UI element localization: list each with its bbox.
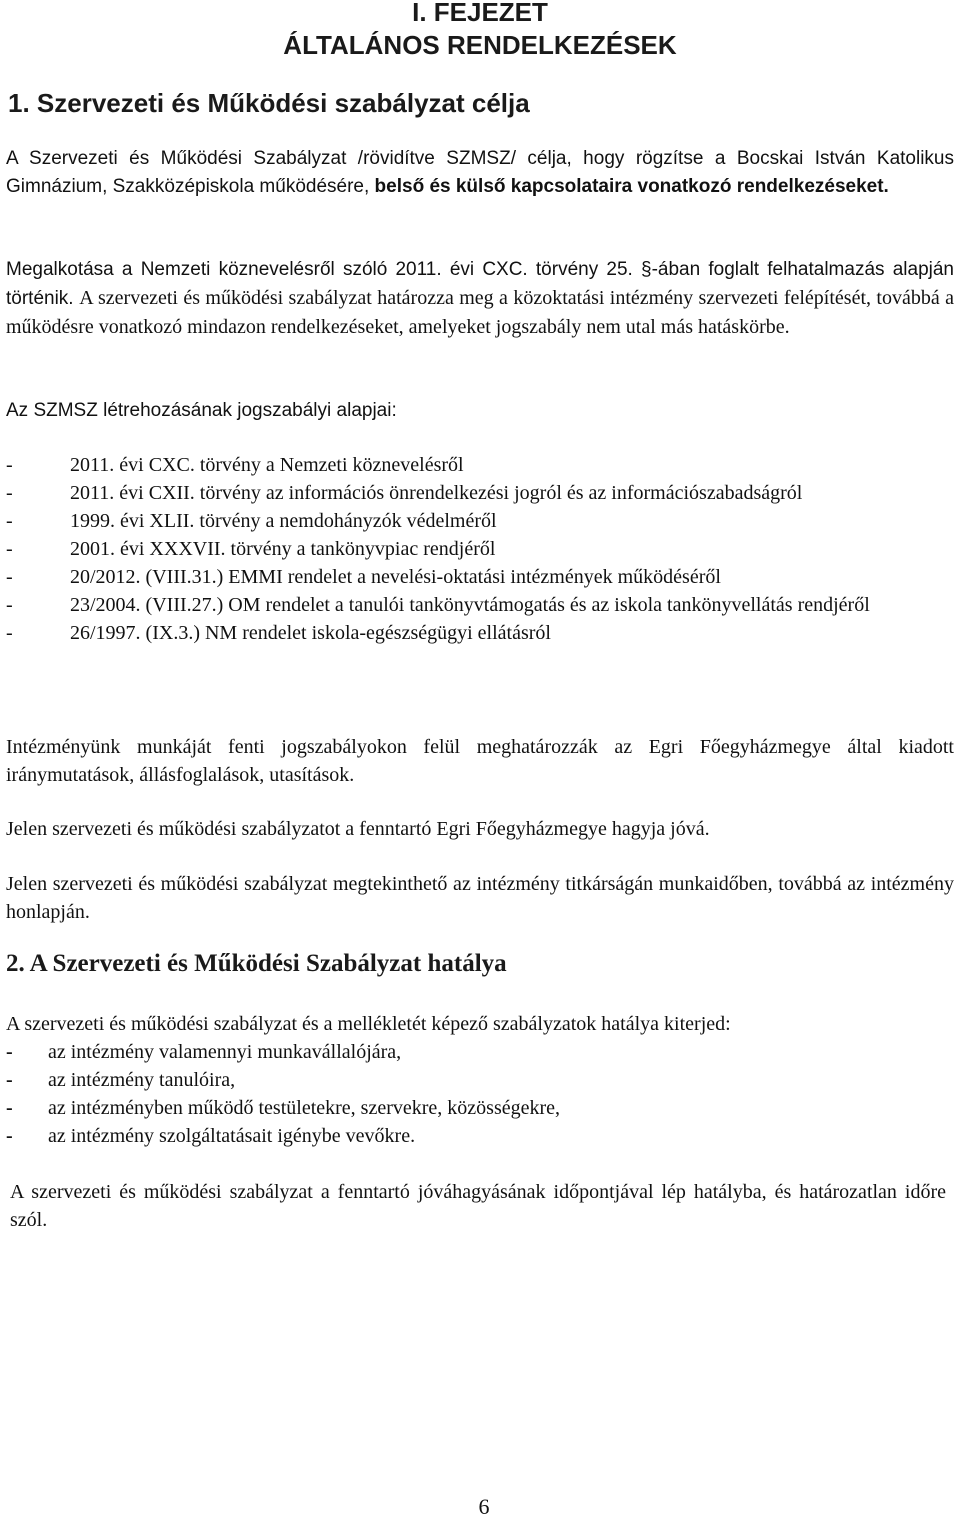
- approval-paragraph: Jelen szervezeti és működési szabályzatot a fenntartó Egri Főegyházmegye hagyja jóvá.: [6, 818, 710, 840]
- list-dash: -: [6, 1097, 13, 1119]
- availability-paragraph: Jelen szervezeti és működési szabályzat megtekinthető az intézmény titkárságán munkaidőben, továbbá az intézmény honlapján.: [6, 873, 954, 923]
- list-dash: -: [6, 454, 13, 476]
- list-dash: -: [6, 1125, 13, 1147]
- list-dash: -: [6, 1041, 13, 1063]
- list-item-text: 23/2004. (VIII.27.) OM rendelet a tanulói tankönyvtámogatás és az iskola tankönyvellátás rendjéről: [70, 594, 870, 616]
- list-item-text: 1999. évi XLII. törvény a nemdohányzók védelméről: [70, 510, 497, 532]
- list-dash: -: [6, 538, 13, 560]
- list-dash: -: [6, 482, 13, 504]
- section-2-heading: 2. A Szervezeti és Működési Szabályzat hatálya: [6, 950, 507, 977]
- chapter-number: I. FEJEZET: [412, 0, 548, 27]
- chapter-heading: [0, 0, 960, 62]
- purpose-text: A Szervezeti és Működési Szabályzat /rövidítve SZMSZ/ célja, hogy rögzítse a Bocskai István Katolikus Gimnázium, Szakközépiskola működésére,: [6, 148, 954, 197]
- purpose-text-bold: belső és külső kapcsolataira vonatkozó rendelkezéseket.: [374, 176, 889, 197]
- list-item-text: 2011. évi CXII. törvény az információs önrendelkezési jogról és az információszabadságról: [70, 482, 803, 504]
- section-1-purpose-paragraph: [6, 145, 954, 201]
- list-item: [6, 1094, 954, 1122]
- section-1-legal-basis-paragraph: [6, 255, 954, 341]
- list-item-text: az intézmény valamennyi munkavállalójára,: [48, 1041, 402, 1063]
- list-dash: -: [6, 510, 13, 532]
- laws-list: [6, 451, 954, 647]
- list-item: [6, 507, 954, 535]
- scope-intro: A szervezeti és működési szabályzat és a mellékletét képező szabályzatok hatálya kiterjed:: [6, 1013, 731, 1035]
- list-item-text: 2011. évi CXC. törvény a Nemzeti köznevelésről: [70, 454, 464, 476]
- list-item: [6, 1122, 954, 1150]
- list-item: [6, 563, 954, 591]
- list-item: [6, 619, 954, 647]
- effective-date-paragraph: A szervezeti és működési szabályzat a fenntartó jóváhagyásának időpontjával lép hatályba, és határozatlan időre szól.: [10, 1181, 946, 1231]
- list-dash: -: [6, 1069, 13, 1091]
- page-number: 6: [478, 1494, 490, 1519]
- scope-list: [6, 1038, 954, 1150]
- laws-intro: Az SZMSZ létrehozásának jogszabályi alapjai:: [6, 400, 397, 421]
- guidance-paragraph: Intézményünk munkáját fenti jogszabályokon felül meghatározzák az Egri Főegyházmegye által kiadott iránymutatások, állásfoglalások, utasítások.: [6, 736, 954, 786]
- chapter-title: ÁLTALÁNOS RENDELKEZÉSEK: [283, 30, 677, 60]
- section-1-heading: 1. Szervezeti és Működési szabályzat célja: [8, 88, 530, 118]
- list-item-text: az intézmény tanulóira,: [48, 1069, 236, 1091]
- list-item: [6, 1038, 954, 1066]
- list-item-text: az intézmény szolgáltatásait igénybe vevőkre.: [48, 1125, 416, 1147]
- list-dash: -: [6, 622, 13, 644]
- list-item: [6, 1066, 954, 1094]
- list-item: [6, 591, 954, 619]
- list-item: [6, 535, 954, 563]
- list-dash: -: [6, 566, 13, 588]
- list-item: [6, 451, 954, 479]
- list-item-text: az intézményben működő testületekre, szervekre, közösségekre,: [48, 1097, 561, 1119]
- scope-definition-text: A szervezeti és működési szabályzat határozza meg a közoktatási intézmény szervezeti felépítését, továbbá a működésre vonatkozó mindazon rendelkezéseket, amelyeket jogszabály nem utal más hatáskörbe.: [6, 287, 954, 338]
- list-item: [6, 479, 954, 507]
- list-item-text: 20/2012. (VIII.31.) EMMI rendelet a nevelési-oktatási intézmények működéséről: [70, 566, 721, 588]
- list-item-text: 2001. évi XXXVII. törvény a tankönyvpiac rendjéről: [70, 538, 496, 560]
- legal-basis-text: Megalkotása a Nemzeti köznevelésről szóló 2011. évi CXC. törvény 25. §-ában foglalt felhatalmazás alapján történik.: [6, 259, 954, 309]
- list-dash: -: [6, 594, 13, 616]
- list-item-text: 26/1997. (IX.3.) NM rendelet iskola-egészségügyi ellátásról: [70, 622, 551, 644]
